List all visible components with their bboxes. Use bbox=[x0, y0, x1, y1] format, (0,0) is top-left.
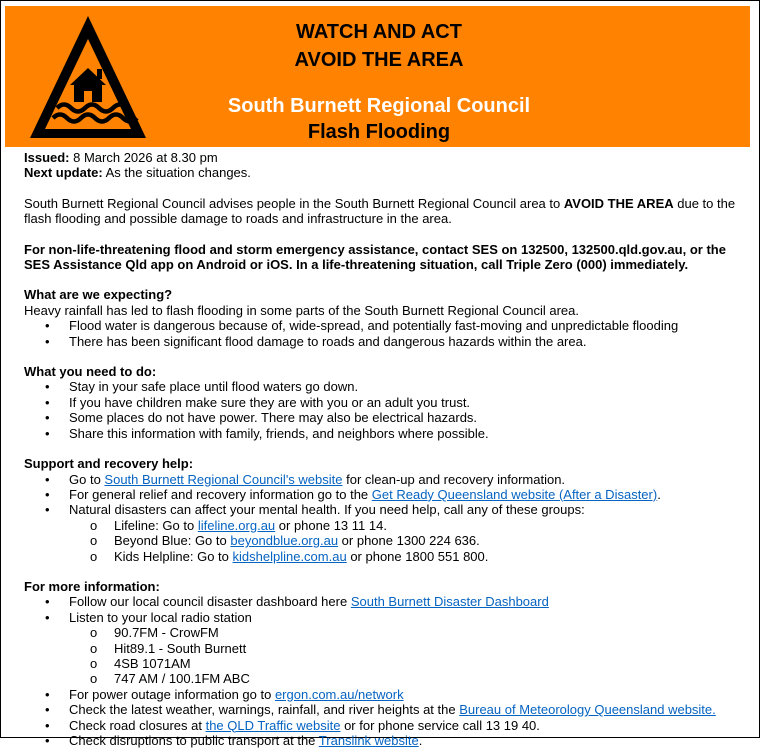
qld-traffic-link[interactable]: the QLD Traffic website bbox=[205, 717, 341, 733]
sub-bullet-icon: o bbox=[90, 640, 98, 656]
lifeline-link[interactable]: lifeline.org.au bbox=[197, 517, 276, 533]
list-item: • Listen to your local radio station bbox=[45, 609, 252, 625]
sub-list-item: o Lifeline: Go to lifeline.org.au or phone 13 11 14. bbox=[90, 517, 387, 533]
sub-bullet-icon: o bbox=[90, 671, 98, 687]
expecting-intro: Heavy rainfall has led to flash flooding in some parts of the South Burnett Regional Council area. bbox=[24, 302, 579, 318]
get-ready-qld-link[interactable]: Get Ready Queensland website (After a Disaster) bbox=[371, 486, 658, 502]
beyondblue-link[interactable]: beyondblue.org.au bbox=[230, 533, 339, 549]
alert-action-title: AVOID THE AREA bbox=[294, 49, 464, 71]
sub-list-item: o Kids Helpline: Go to kidshelpline.com.au or phone 1800 551 800. bbox=[90, 548, 489, 564]
translink-link[interactable]: Translink website bbox=[318, 733, 419, 748]
sub-list-item: o 747 AM / 100.1FM ABC bbox=[90, 671, 250, 687]
bullet-icon: • bbox=[45, 394, 50, 410]
sub-bullet-icon: o bbox=[90, 548, 98, 564]
bullet-icon: • bbox=[45, 609, 50, 625]
sub-list-item: o Beyond Blue: Go to beyondblue.org.au or phone 1300 224 636. bbox=[90, 533, 480, 549]
support-heading: Support and recovery help: bbox=[24, 456, 194, 472]
hazard-type: Flash Flooding bbox=[307, 121, 451, 143]
alert-level-title: WATCH AND ACT bbox=[296, 21, 462, 43]
list-item: • Natural disasters can affect your mental health. If you need help, call any of these groups: bbox=[45, 502, 585, 518]
list-item: • For general relief and recovery information go to the Get Ready Queensland website (After a Disaster). bbox=[45, 486, 661, 502]
sub-list-item: o 4SB 1071AM bbox=[90, 655, 191, 671]
bullet-icon: • bbox=[45, 502, 50, 518]
list-item: • Go to South Burnett Regional Council's website for clean-up and recovery information. bbox=[45, 471, 566, 487]
bullet-icon: • bbox=[45, 486, 50, 502]
issued-line: Issued: 8 March 2026 at 8.30 pm bbox=[24, 150, 218, 165]
sub-bullet-icon: o bbox=[90, 655, 98, 671]
bullet-icon: • bbox=[45, 594, 50, 610]
bullet-icon: • bbox=[45, 471, 50, 487]
list-item: • Check disruptions to public transport at the Translink website. bbox=[45, 733, 423, 748]
list-item: • Check the latest weather, warnings, rainfall, and river heights at the Bureau of Meteorology Queensland website. bbox=[45, 702, 716, 718]
list-item: • There has been significant flood damage to roads and dangerous hazards within the area. bbox=[45, 333, 587, 349]
list-item: • Some places do not have power. There may also be electrical hazards. bbox=[45, 410, 478, 426]
advice-paragraph: South Burnett Regional Council advises people in the South Burnett Regional Council area to AVOID THE AREA due to the flash flooding and possible damage to roads and infrastructure in the area. bbox=[24, 195, 736, 227]
bullet-icon: • bbox=[45, 318, 50, 334]
sub-list-item: o 90.7FM - CrowFM bbox=[90, 625, 219, 641]
council-name: South Burnett Regional Council bbox=[227, 95, 531, 117]
council-website-link[interactable]: South Burnett Regional Council's website bbox=[104, 471, 343, 487]
todo-heading: What you need to do: bbox=[24, 364, 157, 380]
sub-list-item: o Hit89.1 - South Burnett bbox=[90, 640, 247, 656]
sub-bullet-icon: o bbox=[90, 517, 98, 533]
bullet-icon: • bbox=[45, 717, 50, 733]
expecting-heading: What are we expecting? bbox=[24, 287, 173, 303]
next-update-line: Next update: As the situation changes. bbox=[24, 165, 251, 181]
disaster-dashboard-link[interactable]: South Burnett Disaster Dashboard bbox=[350, 594, 549, 610]
warning-banner bbox=[5, 6, 750, 147]
emergency-notice: For non-life-threatening flood and storm emergency assistance, contact SES on 132500, 132500.qld.gov.au, or the SES Assistance Qld app on Android or iOS. In a life-threatening situation, call Triple Zero (000) immediately. bbox=[24, 241, 726, 273]
list-item: • Stay in your safe place until flood waters go down. bbox=[45, 379, 359, 395]
list-item: • Flood water is dangerous because of, wide-spread, and potentially fast-moving and unpredictable flooding bbox=[45, 318, 679, 334]
flood-house-warning-icon bbox=[27, 12, 149, 142]
bullet-icon: • bbox=[45, 702, 50, 718]
list-item: • Check road closures at the QLD Traffic website or for phone service call 13 19 40. bbox=[45, 717, 540, 733]
bullet-icon: • bbox=[45, 333, 50, 349]
sub-bullet-icon: o bbox=[90, 625, 98, 641]
bullet-icon: • bbox=[45, 733, 50, 748]
list-item: • Follow our local council disaster dashboard here South Burnett Disaster Dashboard bbox=[45, 594, 549, 610]
ergon-network-link[interactable]: ergon.com.au/network bbox=[274, 686, 404, 702]
sub-bullet-icon: o bbox=[90, 533, 98, 549]
bullet-icon: • bbox=[45, 425, 50, 441]
bullet-icon: • bbox=[45, 379, 50, 395]
more-info-heading: For more information: bbox=[24, 578, 160, 594]
alert-body bbox=[24, 150, 744, 748]
list-item: • For power outage information go to ergon.com.au/network bbox=[45, 686, 404, 702]
bullet-icon: • bbox=[45, 410, 50, 426]
bullet-icon: • bbox=[45, 686, 50, 702]
list-item: • Share this information with family, friends, and neighbors where possible. bbox=[45, 425, 489, 441]
list-item: • If you have children make sure they are with you or an adult you trust. bbox=[45, 394, 471, 410]
kidshelpline-link[interactable]: kidshelpline.com.au bbox=[232, 548, 347, 564]
bom-qld-link[interactable]: Bureau of Meteorology Queensland website. bbox=[459, 702, 716, 718]
